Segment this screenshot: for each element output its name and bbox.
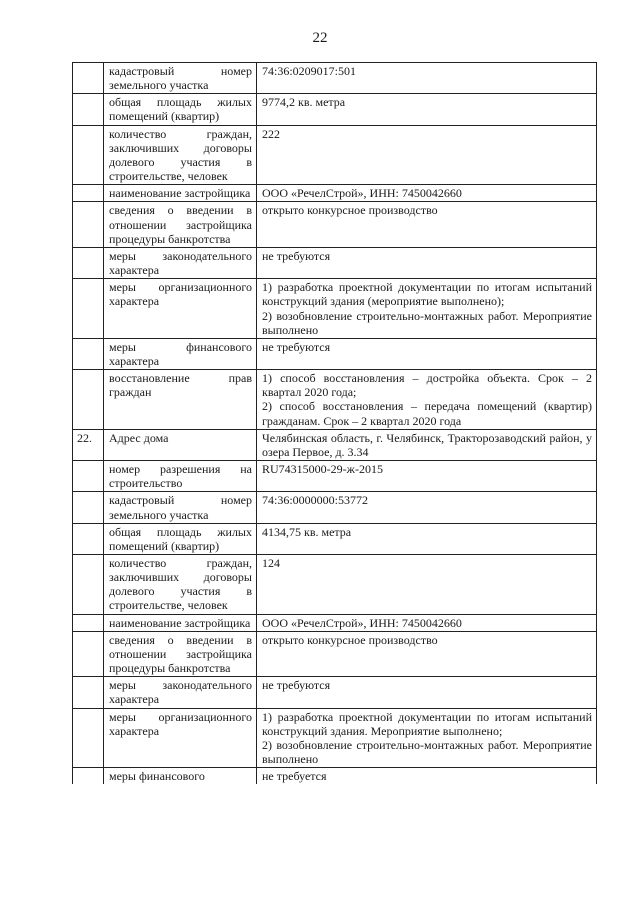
row-label: меры финансового характера [104, 338, 257, 369]
row-label: меры финансового [104, 768, 257, 785]
table-row [73, 523, 597, 554]
row-label: Адрес дома [104, 429, 257, 460]
row-label: меры организационного характера [104, 279, 257, 339]
row-number: 22. [73, 429, 104, 460]
row-label: меры законодательного характера [104, 247, 257, 278]
row-label: меры законодательного характера [104, 677, 257, 708]
row-number [73, 708, 104, 768]
row-value: 74:36:0209017:501 [257, 63, 597, 94]
row-value: не требуются [257, 247, 597, 278]
row-value: Челябинская область, г. Челябинск, Тракторозаводский район, у озера Первое, д. 3.34 [257, 429, 597, 460]
row-value: RU74315000-29-ж-2015 [257, 461, 597, 492]
row-label: наименование застройщика [104, 185, 257, 202]
table-row [73, 279, 597, 339]
table-row [73, 631, 597, 676]
row-value: 1) разработка проектной документации по итогам испытаний конструкций здания (мероприятие выполнено); 2) возобновление строительно-монтажных работ. Мероприятие выполнено [257, 279, 597, 339]
row-number [73, 247, 104, 278]
row-value: 222 [257, 125, 597, 185]
row-number [73, 492, 104, 523]
row-number [73, 338, 104, 369]
row-value: 124 [257, 555, 597, 615]
row-value: 1) способ восстановления – достройка объекта. Срок – 2 квартал 2020 года; 2) способ восстановления – передача помещений (квартир) гражданам. Срок – 2 квартал 2020 года [257, 370, 597, 430]
table-row [73, 492, 597, 523]
row-value: открыто конкурсное производство [257, 202, 597, 247]
row-label: количество граждан, заключивших договоры долевого участия в строительстве, человек [104, 125, 257, 185]
row-value: ООО «РечелСтрой», ИНН: 7450042660 [257, 185, 597, 202]
row-number [73, 279, 104, 339]
row-number [73, 768, 104, 785]
row-number [73, 614, 104, 631]
page-number: 22 [312, 30, 328, 46]
table-row [73, 461, 597, 492]
row-number [73, 555, 104, 615]
row-number [73, 125, 104, 185]
row-number [73, 94, 104, 125]
table-row [73, 429, 597, 460]
row-label: сведения о введении в отношении застройщика процедуры банкротства [104, 631, 257, 676]
row-label: кадастровый номер земельного участка [104, 63, 257, 94]
row-number [73, 370, 104, 430]
table-row [73, 94, 597, 125]
row-value: 4134,75 кв. метра [257, 523, 597, 554]
table-row [73, 185, 597, 202]
table-row [73, 202, 597, 247]
row-number [73, 461, 104, 492]
row-label: количество граждан, заключивших договоры долевого участия в строительстве, человек [104, 555, 257, 615]
row-value: 74:36:0000000:53772 [257, 492, 597, 523]
row-value: открыто конкурсное производство [257, 631, 597, 676]
row-label: меры организационного характера [104, 708, 257, 768]
row-value: не требуется [257, 768, 597, 785]
table-row [73, 555, 597, 615]
table-row [73, 63, 597, 94]
row-label: наименование застройщика [104, 614, 257, 631]
row-number [73, 185, 104, 202]
table-row [73, 125, 597, 185]
row-label: кадастровый номер земельного участка [104, 492, 257, 523]
table-row [73, 338, 597, 369]
row-value: не требуются [257, 677, 597, 708]
table-row [73, 614, 597, 631]
row-label: сведения о введении в отношении застройщика процедуры банкротства [104, 202, 257, 247]
row-label: общая площадь жилых помещений (квартир) [104, 523, 257, 554]
row-value: ООО «РечелСтрой», ИНН: 7450042660 [257, 614, 597, 631]
table-row [73, 370, 597, 430]
table-row [73, 708, 597, 768]
row-number [73, 677, 104, 708]
row-label: общая площадь жилых помещений (квартир) [104, 94, 257, 125]
row-label: восстановление прав граждан [104, 370, 257, 430]
table-row [73, 768, 597, 785]
row-number [73, 202, 104, 247]
row-number [73, 63, 104, 94]
table-row [73, 677, 597, 708]
row-label: номер разрешения на строительство [104, 461, 257, 492]
row-number [73, 631, 104, 676]
table-row [73, 247, 597, 278]
row-value: не требуются [257, 338, 597, 369]
row-value: 9774,2 кв. метра [257, 94, 597, 125]
row-number [73, 523, 104, 554]
data-table [72, 62, 597, 784]
row-value: 1) разработка проектной документации по итогам испытаний конструкций здания. Мероприятие выполнено; 2) возобновление строительно-монтажных работ. Мероприятие выполнено [257, 708, 597, 768]
